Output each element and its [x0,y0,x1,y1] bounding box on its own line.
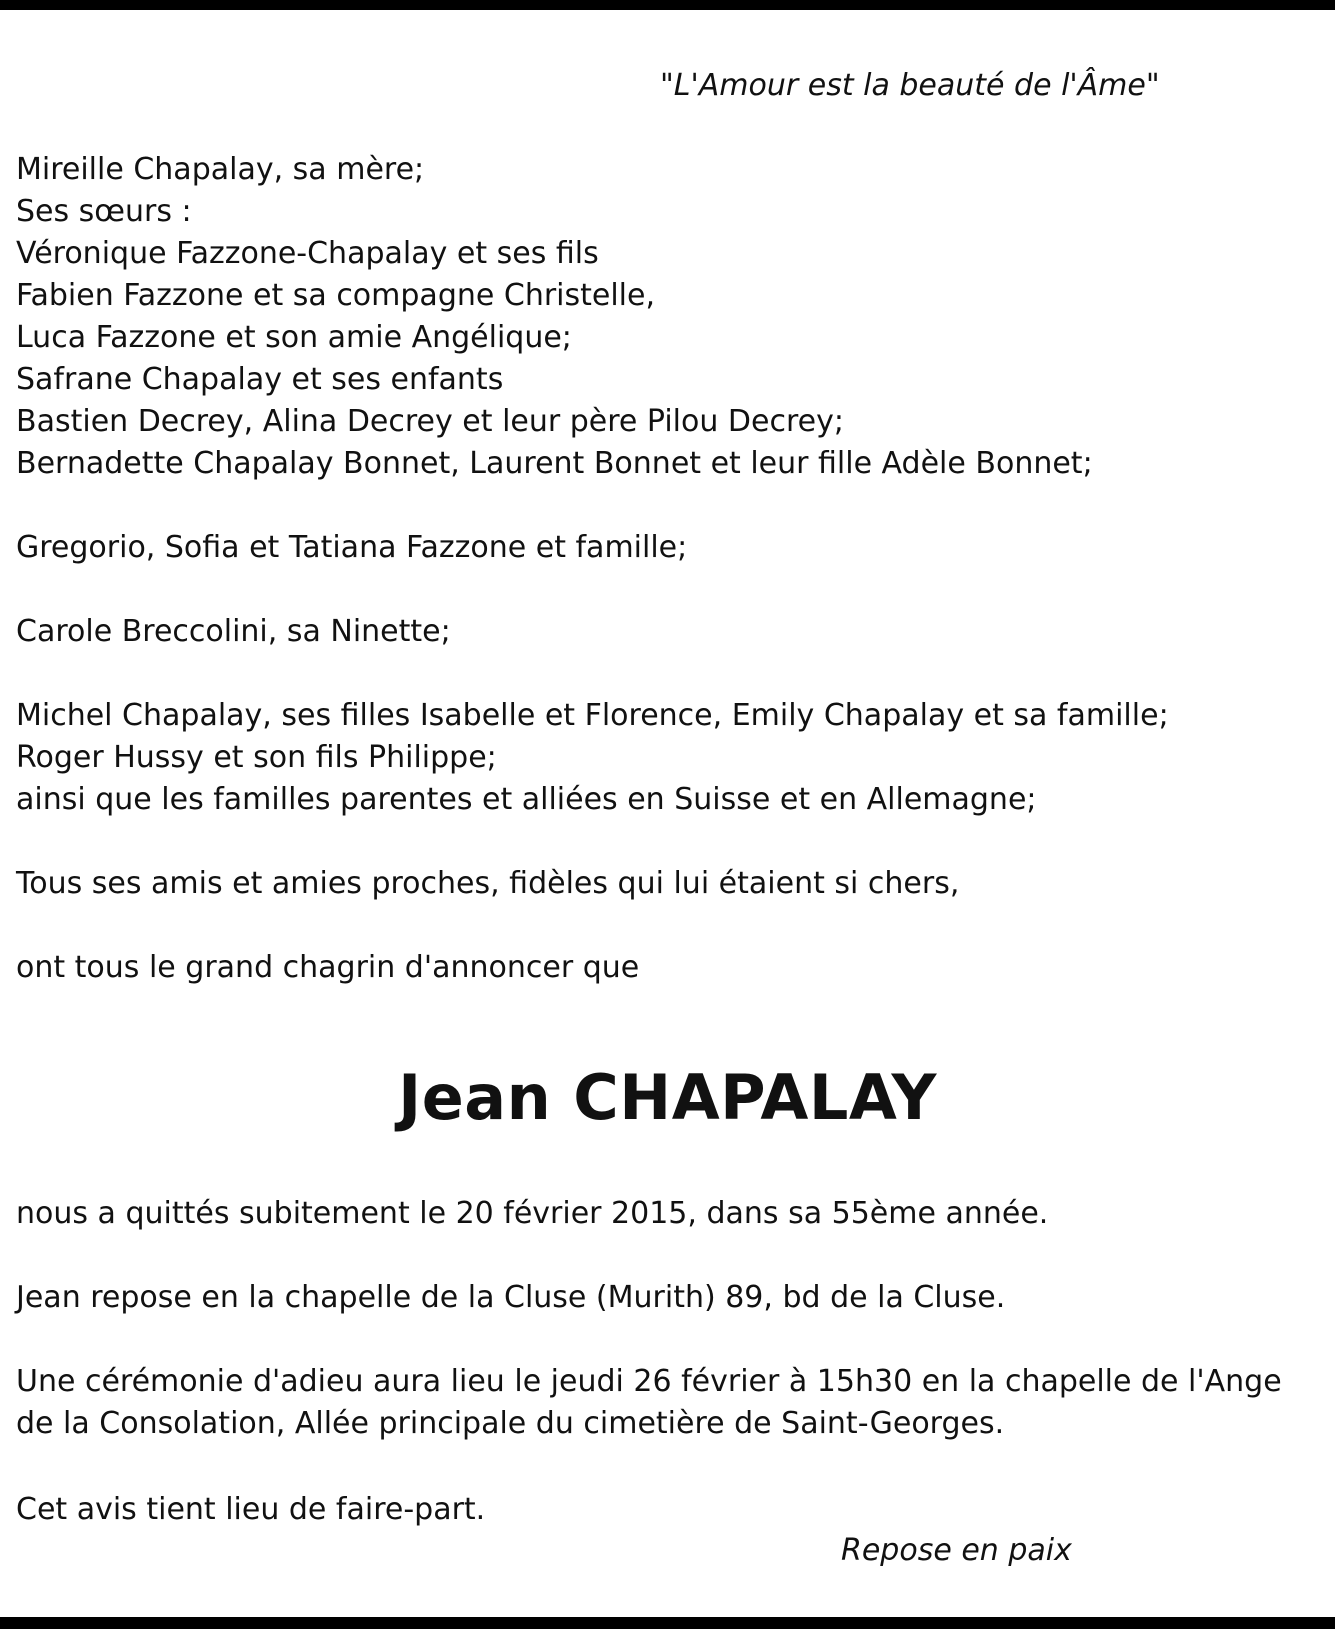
relatives-line: Michel Chapalay, ses filles Isabelle et Florence, Emily Chapalay et sa famille; [16,698,1169,733]
friends-line: Tous ses amis et amies proches, fidèles qui lui étaient si chers, [16,866,960,901]
bottom-border [0,1617,1335,1629]
family-line: Ses sœurs : [16,194,192,229]
family-line: Mireille Chapalay, sa mère; [16,152,425,187]
relatives-line: Roger Hussy et son fils Philippe; [16,740,497,775]
family-line: Fabien Fazzone et sa compagne Christelle, [16,278,656,313]
family-line: Luca Fazzone et son amie Angélique; [16,320,572,355]
relatives-line: ainsi que les familles parentes et alliées en Suisse et en Allemagne; [16,782,1037,817]
closing-phrase: Repose en paix [841,1533,1072,1568]
notice-details [16,1193,1326,1531]
family-line: Bastien Decrey, Alina Decrey et leur père Pilou Decrey; [16,404,844,439]
family-line: Bernadette Chapalay Bonnet, Laurent Bonnet et leur fille Adèle Bonnet; [16,446,1093,481]
ceremony-line: de la Consolation, Allée principale du cimetière de Saint-Georges. [16,1406,1005,1441]
family-line: Safrane Chapalay et ses enfants [16,362,504,397]
family-line: Véronique Fazzone-Chapalay et ses fils [16,236,599,271]
top-border [0,0,1335,10]
epigraph-quote: "L'Amour est la beauté de l'Âme" [660,68,1160,103]
relatives-line: Gregorio, Sofia et Tatiana Fazzone et famille; [16,530,688,565]
notice-note: Cet avis tient lieu de faire-part. [16,1492,486,1527]
deceased-name: Jean CHAPALAY [398,1061,937,1134]
death-notice: nous a quittés subitement le 20 février 2015, dans sa 55ème année. [16,1196,1049,1231]
mourners-list [16,149,1316,989]
relatives-line: Carole Breccolini, sa Ninette; [16,614,451,649]
ceremony-line: Une cérémonie d'adieu aura lieu le jeudi 26 février à 15h30 en la chapelle de l'Ange [16,1364,1282,1399]
rest-place: Jean repose en la chapelle de la Cluse (Murith) 89, bd de la Cluse. [16,1280,1006,1315]
announcement-line: ont tous le grand chagrin d'annoncer que [16,950,640,985]
